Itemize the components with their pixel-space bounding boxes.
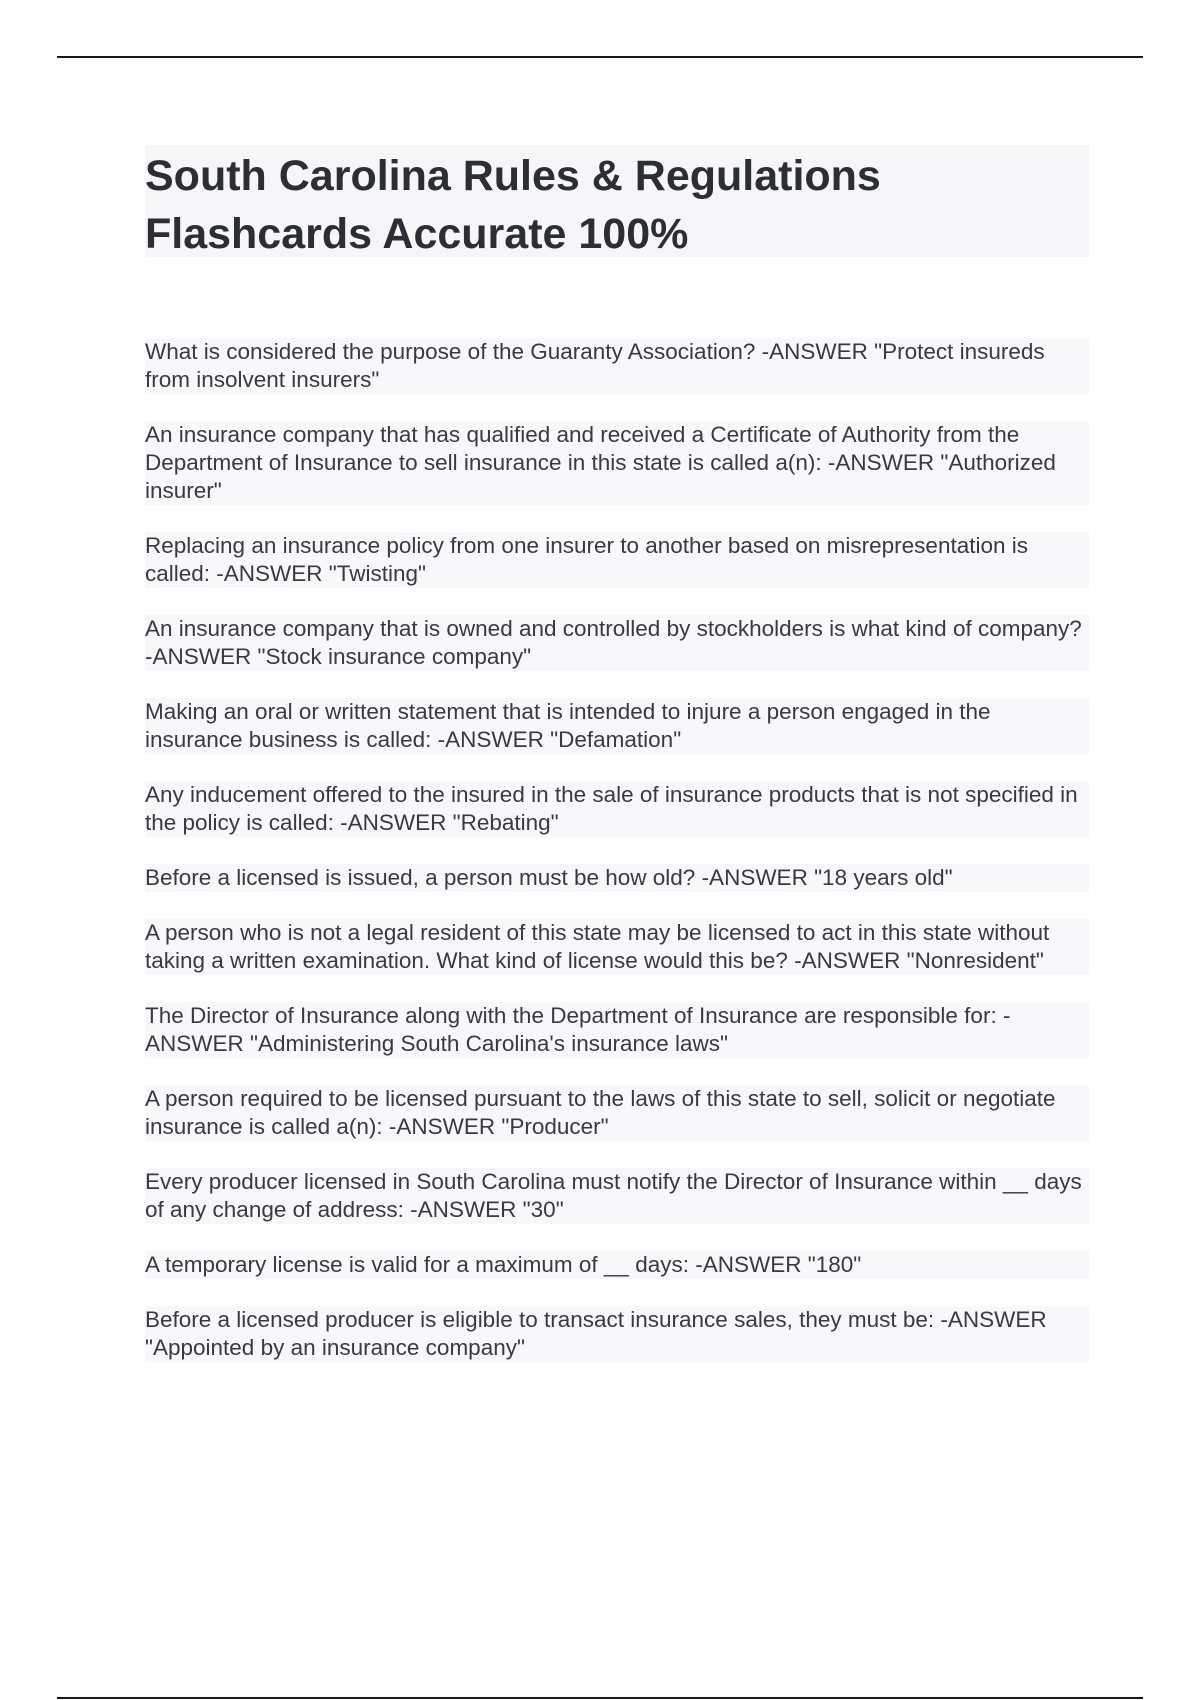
flashcard-item: Every producer licensed in South Carolina must notify the Director of Insurance within __ days of any change of address: -ANSWER "30": [145, 1168, 1089, 1224]
flashcard-list: [145, 338, 1089, 1389]
document-title: South Carolina Rules & Regulations Flashcards Accurate 100%: [145, 152, 881, 258]
bottom-rule: [57, 1697, 1143, 1699]
flashcard-item: Making an oral or written statement that is intended to injure a person engaged in the insurance business is called: -ANSWER "Defamation": [145, 698, 1089, 754]
flashcard-item: Before a licensed is issued, a person must be how old? -ANSWER "18 years old": [145, 864, 1089, 892]
flashcard-item: A person required to be licensed pursuant to the laws of this state to sell, solicit or negotiate insurance is called a(n): -ANSWER "Producer": [145, 1085, 1089, 1141]
title-block: [145, 145, 1089, 257]
flashcard-item: Any inducement offered to the insured in the sale of insurance products that is not specified in the policy is called: -ANSWER "Rebating": [145, 781, 1089, 837]
flashcard-item: What is considered the purpose of the Guaranty Association? -ANSWER "Protect insureds from insolvent insurers": [145, 338, 1089, 394]
flashcard-item: A person who is not a legal resident of this state may be licensed to act in this state without taking a written examination. What kind of license would this be? -ANSWER "Nonresident": [145, 919, 1089, 975]
flashcard-item: Before a licensed producer is eligible to transact insurance sales, they must be: -ANSWER "Appointed by an insurance company": [145, 1306, 1089, 1362]
top-rule: [57, 56, 1143, 58]
flashcard-item: The Director of Insurance along with the Department of Insurance are responsible for: -ANSWER "Administering South Carolina's insurance laws": [145, 1002, 1089, 1058]
flashcard-item: An insurance company that is owned and controlled by stockholders is what kind of company? -ANSWER "Stock insurance company": [145, 615, 1089, 671]
flashcard-item: A temporary license is valid for a maximum of __ days: -ANSWER "180": [145, 1251, 1089, 1279]
flashcard-item: Replacing an insurance policy from one insurer to another based on misrepresentation is called: -ANSWER "Twisting": [145, 532, 1089, 588]
flashcard-item: An insurance company that has qualified and received a Certificate of Authority from the Department of Insurance to sell insurance in this state is called a(n): -ANSWER "Authorized insurer": [145, 421, 1089, 505]
